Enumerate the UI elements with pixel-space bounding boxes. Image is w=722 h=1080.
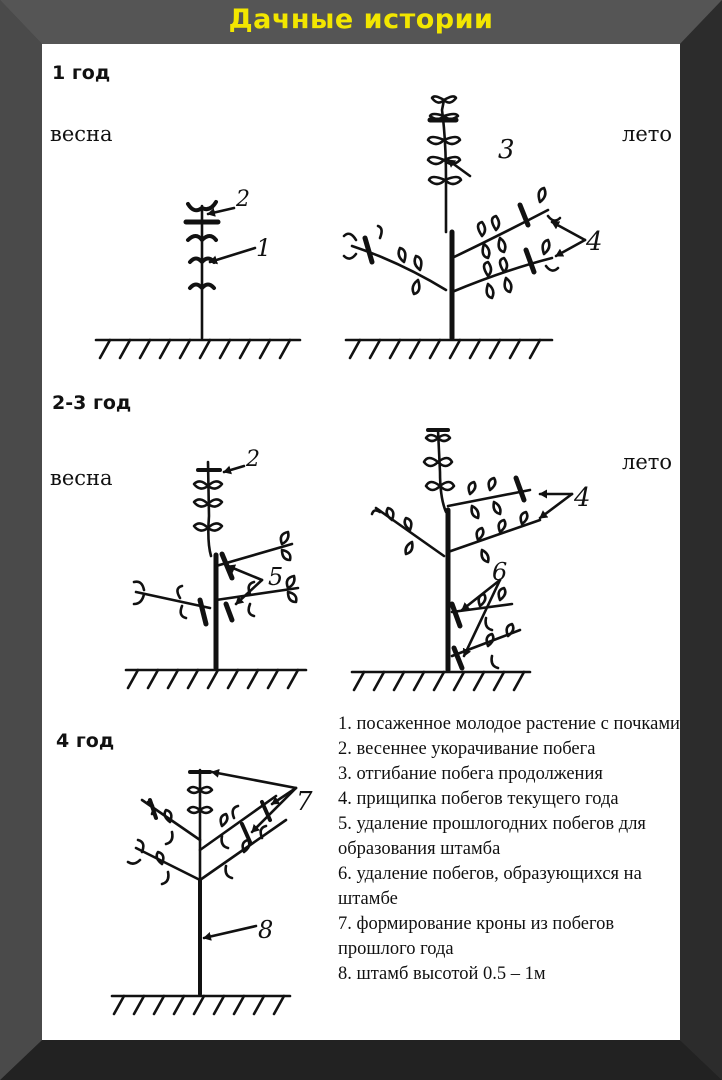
season-summer-year-2-3: лето xyxy=(622,450,673,474)
marker-3 xyxy=(498,135,515,165)
svg-text:6: 6 xyxy=(492,558,508,586)
marker-2-year23 xyxy=(245,447,260,472)
marker-6 xyxy=(492,558,507,586)
plant-year4 xyxy=(112,770,296,1014)
svg-text:4: 4 xyxy=(574,483,591,513)
svg-text:3: 3 xyxy=(498,135,515,165)
svg-text:7: 7 xyxy=(296,787,313,817)
legend-item: 7. формирование кроны из побегов прошлого года xyxy=(338,914,615,959)
legend-item: 5. удаление прошлогодних побегов для образования штамба xyxy=(338,814,646,859)
legend-item: 8. штамб высотой 0.5 – 1м xyxy=(338,964,546,984)
season-spring-year-2-3: весна xyxy=(50,466,113,490)
marker-1 xyxy=(256,234,271,262)
plant-year1-summer xyxy=(344,96,585,358)
season-spring-year-1: весна xyxy=(50,122,113,146)
svg-text:4: 4 xyxy=(586,227,603,257)
marker-8 xyxy=(258,916,273,944)
plant-year23-summer xyxy=(352,430,572,690)
legend-item: 6. удаление побегов, образующихся на штамбе xyxy=(338,864,642,909)
legend-item: 4. прищипка побегов текущего года xyxy=(338,789,619,809)
svg-text:2: 2 xyxy=(246,447,260,472)
plant-year1-spring xyxy=(96,202,300,358)
legend-list xyxy=(338,712,683,987)
svg-text:1: 1 xyxy=(256,234,272,262)
svg-text:5: 5 xyxy=(268,563,284,591)
marker-7 xyxy=(296,787,313,817)
svg-text:2: 2 xyxy=(236,187,250,212)
svg-text:8: 8 xyxy=(258,916,274,944)
section-label-year-2-3: 2-3 год xyxy=(52,392,132,414)
legend-item: 3. отгибание побега продолжения xyxy=(338,764,603,784)
marker-2 xyxy=(235,187,250,212)
legend-item: 1. посаженное молодое растение с почками xyxy=(338,714,680,734)
legend-item: 2. весеннее укорачивание побега xyxy=(338,739,596,759)
marker-4-year23 xyxy=(573,483,591,513)
section-label-year-1: 1 год xyxy=(52,62,111,84)
season-summer-year-1: лето xyxy=(622,122,673,146)
section-label-year-4: 4 год xyxy=(56,730,115,752)
marker-5 xyxy=(268,563,283,591)
marker-4-year1 xyxy=(585,227,603,257)
page-title: Дачные истории xyxy=(228,4,494,35)
